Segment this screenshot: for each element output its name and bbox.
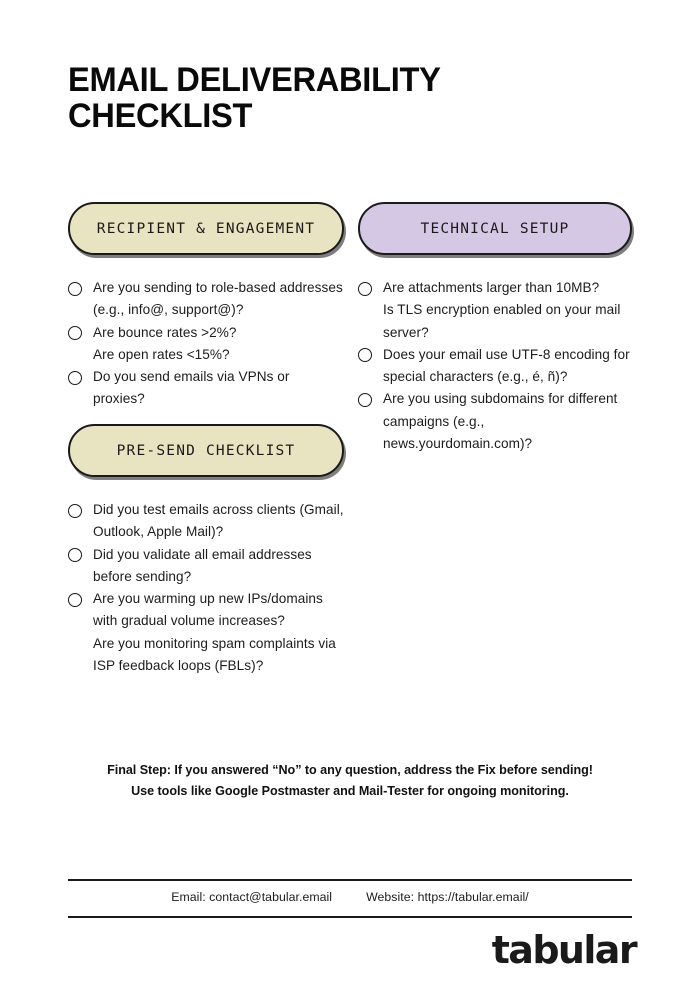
checkbox-circle-placeholder-icon: [358, 304, 372, 318]
brand-logo: tabular: [491, 928, 636, 972]
checkbox-circle-icon[interactable]: [68, 282, 82, 296]
section-heading-pre-send-checklist: [68, 424, 344, 477]
checklist-recipient-engagement: [68, 277, 344, 411]
list-item[interactable]: [358, 344, 632, 389]
list-item-label: Does your email use UTF-8 encoding for special characters (e.g., é, ñ)?: [383, 346, 630, 385]
section-technical-setup: [358, 202, 632, 455]
section-heading-technical-setup: [358, 202, 632, 255]
list-item[interactable]: [68, 322, 344, 344]
list-item[interactable]: [358, 277, 632, 299]
list-item-label: Is TLS encryption enabled on your mail server?: [383, 302, 621, 340]
page-title: [68, 62, 606, 134]
footer-website[interactable]: Website: https://tabular.email/: [366, 890, 529, 904]
checklist-technical-setup: [358, 277, 632, 455]
section-heading-label: PRE-SEND CHECKLIST: [116, 442, 296, 459]
list-item-label: Are open rates <15%?: [93, 346, 230, 362]
checkbox-circle-icon[interactable]: [358, 348, 372, 362]
checkbox-circle-icon[interactable]: [68, 504, 82, 518]
list-item[interactable]: [68, 633, 344, 678]
checkbox-circle-placeholder-icon: [68, 637, 82, 651]
section-heading-label: RECIPIENT & ENGAGEMENT: [96, 220, 316, 237]
list-item[interactable]: [358, 388, 632, 455]
list-item-label: Did you test emails across clients (Gmail, Outlook, Apple Mail)?: [93, 502, 344, 540]
list-item-label: Are you sending to role-based addresses (e.g., info@, support@)?: [93, 280, 343, 318]
checkbox-circle-placeholder-icon: [68, 348, 82, 362]
list-item-label: Are attachments larger than 10MB?: [383, 280, 600, 295]
checkbox-circle-icon[interactable]: [68, 593, 82, 607]
checklist-pre-send: [68, 499, 344, 677]
final-step-note-line-1: Final Step: If you answered “No” to any question, address the Fix before sending!: [107, 763, 593, 777]
section-heading-recipient-engagement: [68, 202, 344, 255]
checkbox-circle-icon[interactable]: [358, 393, 372, 407]
list-item-label: Are you using subdomains for different campaigns (e.g., news.yourdomain.com)?: [383, 391, 618, 452]
page-title-line-1: EMAIL DELIVERABILITY: [68, 61, 441, 99]
list-item[interactable]: [68, 366, 344, 411]
section-heading-label: TECHNICAL SETUP: [420, 220, 570, 237]
list-item-label: Do you send emails via VPNs or proxies?: [93, 369, 290, 407]
list-item-label: Are bounce rates >2%?: [93, 324, 237, 340]
list-item-label: Did you validate all email addresses before sending?: [93, 546, 312, 584]
list-item[interactable]: [68, 499, 344, 544]
footer-divider-top: [68, 879, 632, 881]
section-pre-send-checklist: [68, 424, 344, 677]
checkbox-circle-icon[interactable]: [68, 371, 82, 385]
final-step-note: [50, 760, 650, 802]
checkbox-circle-icon[interactable]: [68, 326, 82, 340]
footer-email[interactable]: Email: contact@tabular.email: [171, 890, 333, 904]
page-title-line-2: CHECKLIST: [68, 97, 253, 135]
footer-contact: [68, 890, 632, 904]
list-item[interactable]: [68, 344, 344, 366]
list-item[interactable]: [68, 277, 344, 322]
section-recipient-engagement: [68, 202, 344, 411]
list-item[interactable]: [68, 588, 344, 633]
list-item-label: Are you warming up new IPs/domains with gradual volume increases?: [93, 591, 323, 629]
checkbox-circle-icon[interactable]: [68, 548, 82, 562]
checkbox-circle-icon[interactable]: [358, 282, 372, 296]
list-item[interactable]: [68, 544, 344, 589]
list-item-label: Are you monitoring spam complaints via ISP feedback loops (FBLs)?: [93, 635, 336, 674]
footer-divider-bottom: [68, 916, 632, 918]
final-step-note-line-2: Use tools like Google Postmaster and Mail-Tester for ongoing monitoring.: [131, 784, 569, 798]
list-item[interactable]: [358, 299, 632, 344]
